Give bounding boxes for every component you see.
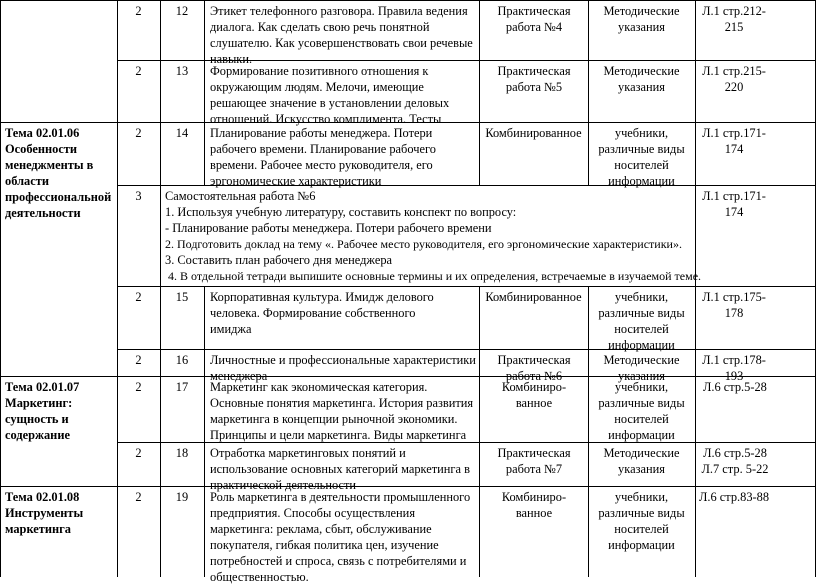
lesson-number: 17 [175, 380, 189, 394]
literature-ref: Л.1 стр.171-174 [702, 189, 766, 219]
lesson-type: Комбиниро-ванное [501, 490, 567, 520]
col-divider [479, 0, 480, 185]
task-line: 2. Подготовить доклад на тему «. Рабочее место руководителя, его эргономические характеристики». [165, 237, 682, 251]
literature-ref: Л.1 стр.178-193 [702, 353, 766, 383]
literature-ref: Л.1 стр.215-220 [702, 64, 766, 94]
lesson-number: 15 [175, 290, 189, 304]
theme-title: Тема 02.01.08 Инструменты маркетинга [5, 490, 84, 536]
task-line: 3. Составить план рабочего дня менеджера [165, 253, 393, 267]
lesson-type: Практическая работа №6 [497, 353, 571, 383]
hours-cell: 2 [135, 380, 142, 394]
lesson-number: 13 [175, 64, 189, 78]
col-divider [588, 0, 589, 185]
independent-work [165, 188, 702, 284]
lesson-content: Этикет телефонного разговора. Правила ведения диалога. Как сделать свою речь понятной слушателю. Как усовершенствовать свои речевые навыки. [210, 4, 473, 66]
lesson-content: Корпоративная культура. Имидж делового человека. Формирование собственного имиджа [210, 290, 434, 336]
theme-title: Тема 02.01.07 Маркетинг: сущность и содержание [5, 380, 80, 442]
hours-cell: 2 [135, 446, 142, 460]
task-line: 4. В отдельной тетради выпишите основные термины и их определения, встречаемые в изучаемой теме. [168, 269, 702, 283]
literature-ref: Л.6 стр.5-28 Л.7 стр. 5-22 [701, 446, 769, 476]
lesson-content: Отработка маркетинговых понятий и использование основных категорий маркетинга в практической деятельности [210, 446, 470, 492]
hours-cell: 2 [135, 64, 142, 78]
col-divider [204, 0, 205, 185]
lesson-type: Практическая работа №5 [497, 64, 571, 94]
lesson-content: Планирование работы менеджера. Потери рабочего времени. Планирование рабочего времени. Рабочее место руководителя, его эргономические характеристики [210, 126, 436, 188]
hours-cell: 2 [135, 126, 142, 140]
hours-cell: 2 [135, 290, 142, 304]
lesson-number: 16 [175, 353, 189, 367]
row-divider [117, 286, 816, 287]
lesson-number: 18 [175, 446, 189, 460]
col-divider [695, 0, 696, 577]
literature-ref: Л.1 стр.171-174 [702, 126, 766, 156]
lesson-resources: учебники, различные виды носителей информации [598, 490, 685, 552]
col-divider [204, 286, 205, 577]
lesson-type: Комбинированное [485, 290, 582, 304]
literature-ref: Л.1 стр.175-178 [702, 290, 766, 320]
theme-title: Тема 02.01.06 Особенности менеджменты в области профессиональной деятельности [5, 126, 112, 220]
lesson-number: 19 [175, 490, 189, 504]
lesson-type: Практическая работа №7 [497, 446, 571, 476]
hours-cell: 2 [135, 4, 142, 18]
literature-ref: Л.6 стр.5-28 [703, 380, 767, 394]
col-divider [588, 286, 589, 577]
hours-cell: 2 [135, 490, 142, 504]
table-border-left [0, 0, 1, 577]
lesson-resources: учебники, различные виды носителей информации [598, 126, 685, 188]
task-line: - Планирование работы менеджера. Потери рабочего времени [165, 221, 492, 235]
lesson-number: 14 [175, 126, 189, 140]
lesson-type: Практическая работа №4 [497, 4, 571, 34]
hours-cell: 2 [135, 353, 142, 367]
lesson-content: Маркетинг как экономическая категория. Основные понятия маркетинга. История развития маркетинга в концепции рыночной экономики. Принципы и цели маркетинга. Виды маркетинга [210, 380, 474, 442]
independent-work-title: Самостоятельная работа №6 [165, 189, 316, 203]
hours-cell: 3 [135, 189, 142, 203]
row-divider [117, 349, 816, 350]
lesson-resources: учебники, различные виды носителей информации [598, 380, 685, 442]
lesson-resources: Методические указания [603, 446, 680, 476]
lesson-content: Личностные и профессиональные характеристики менеджера [210, 353, 476, 383]
lesson-type: Комбиниро-ванное [501, 380, 567, 410]
lesson-type: Комбинированное [485, 126, 582, 140]
col-divider [479, 286, 480, 577]
table-border-top [0, 0, 816, 1]
lesson-number: 12 [175, 4, 189, 18]
lesson-content: Роль маркетинга в деятельности промышленного предприятия. Способы осуществления маркетинга: реклама, сбыт, обслуживание покупателя, гибкая политика цен, изучение потребностей и спроса, связь с потребителями и общественностью. [210, 490, 471, 584]
task-line: 1. Используя учебную литературу, составить конспект по вопросу: [165, 205, 517, 219]
lesson-resources: учебники, различные виды носителей информации [598, 290, 685, 352]
lesson-content: Формирование позитивного отношения к окружающим людям. Мелочи, имеющие решающее значение в установлении деловых отношений. Искусство комплимента. Тесты [210, 64, 450, 126]
lesson-resources: Методические указания [603, 64, 680, 94]
lesson-resources: Методические указания [603, 353, 680, 383]
literature-ref: Л.1 стр.212-215 [702, 4, 766, 34]
lesson-resources: Методические указания [603, 4, 680, 34]
literature-ref: Л.6 стр.83-88 [698, 490, 770, 504]
